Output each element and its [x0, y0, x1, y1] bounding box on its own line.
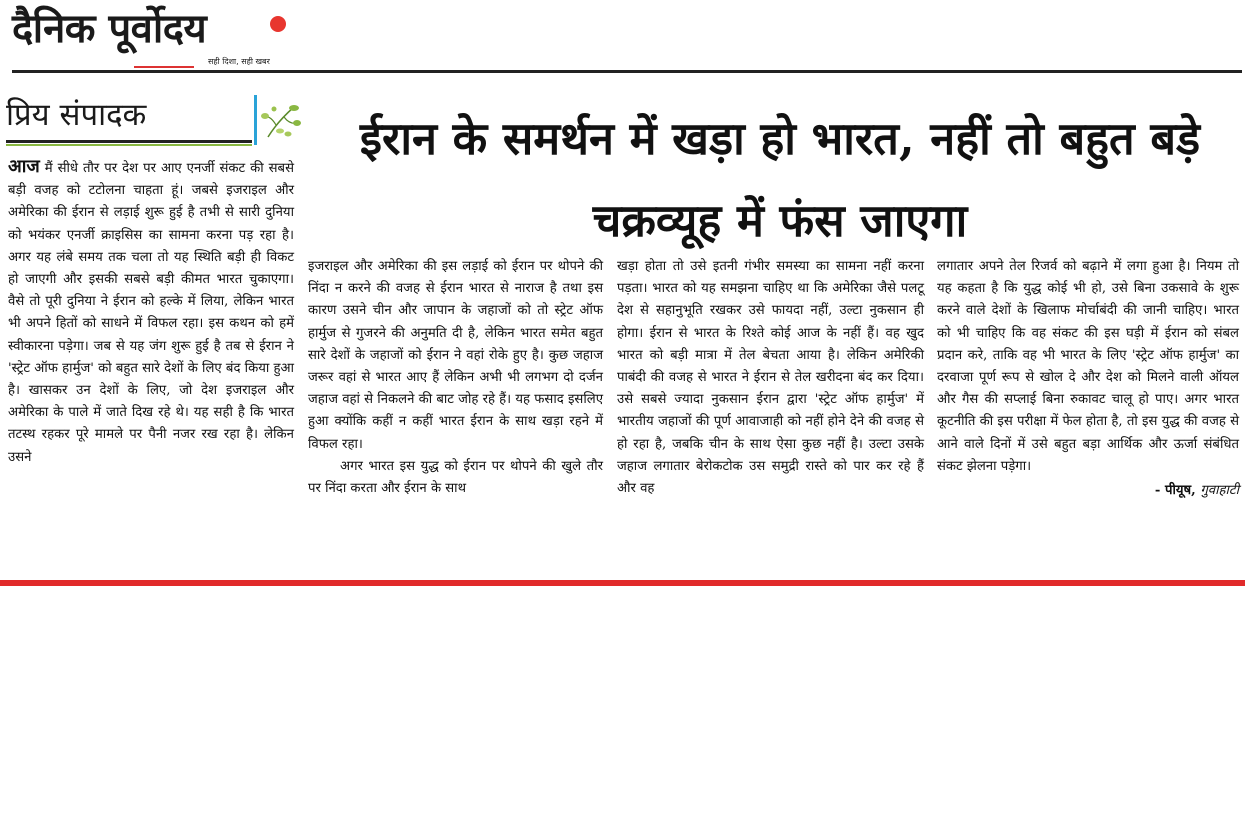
author-name: - पीयूष,	[1154, 483, 1196, 499]
masthead-rule	[12, 70, 1242, 73]
section-label: प्रिय संपादक	[6, 97, 147, 133]
dropcap-word: आज	[8, 156, 40, 177]
section-header	[6, 95, 306, 150]
article-headline: ईरान के समर्थन में खड़ा हो भारत, नहीं तो बहुत बड़े चक्रव्यूह में फंस जाएगा	[359, 112, 1201, 247]
article-column-3	[617, 256, 924, 826]
masthead	[12, 6, 288, 70]
logo-dot-icon	[270, 16, 286, 32]
leaf-sprig-icon	[260, 101, 302, 141]
article-column-4	[937, 256, 1239, 826]
paragraph: लगातार अपने तेल रिजर्व को बढ़ाने में लगा हुआ है। नियम तो यह कहता है कि युद्ध कोई भी हो, उसे बिना उकसावे के शुरू करने वाले देशों के खिलाफ मोर्चाबंदी की जानी चाहिए। भारत को भी चाहिए कि वह संकट की इस घड़ी में ईरान को संबल प्रदान करे, ताकि वह भी भारत के लिए 'स्ट्रेट ऑफ हार्मुज' का दरवाजा पूर्ण रूप से खोल दे और देश को मिलने वाली ऑयल और गैस की सप्लाई बिना रुकावट चालू हो पाए। अगर भारत कूटनीति की इस परीक्षा में फेल होता है, तो इस युद्ध की वजह से आने वाले दिनों में उसे बहुत बड़ा आर्थिक और ऊर्जा संबंधित संकट झेलना पड़ेगा।	[937, 259, 1239, 474]
section-divider	[254, 95, 257, 145]
author-signature	[937, 480, 1239, 502]
paragraph: अगर भारत इस युद्ध को ईरान पर थोपने की खुले तौर पर निंदा करता और ईरान के साथ	[308, 458, 603, 497]
newspaper-logo: दैनिक पूर्वोदय	[12, 5, 207, 52]
paragraph	[8, 156, 294, 469]
article-column-2	[308, 256, 603, 826]
page-bottom-rule	[0, 580, 1245, 586]
section-underline	[6, 140, 252, 143]
section-underline-accent	[6, 144, 252, 146]
author-place: गुवाहाटी	[1200, 483, 1239, 499]
masthead-accent-bar	[134, 66, 194, 68]
paragraph: इजराइल और अमेरिका की इस लड़ाई को ईरान पर थोपने की निंदा न करने की वजह से ईरान भारत से नाराज है तथा इस कारण उसने चीन और जापान के जहाजों को तो स्ट्रेट ऑफ हार्मुज से गुजरने की अनुमति दी है, लेकिन भारत समेत बहुत सारे देशों के जहाजों को ईरान ने वहां रोके हुए है। कुछ जहाज जरूर वहां से भारत आए हैं लेकिन अभी भी लगभग दो दर्जन जहाज वहां से निकलने की बाट जोह रहे हैं। यह फसाद इसलिए हुआ क्योंकि कहीं न कहीं भारत ईरान के साथ खड़ा रहने में विफल रहा।	[308, 259, 603, 452]
article-column-1	[8, 156, 294, 726]
paragraph: खड़ा होता तो उसे इतनी गंभीर समस्या का सामना नहीं करना पड़ता। भारत को यह समझना चाहिए था कि अमेरिका जैसे पलटू देश से सहानुभूति रखकर उसे फायदा नहीं, उल्टा नुकसान ही होगा। ईरान से भारत के रिश्ते कोई आज के नहीं हैं। वह खुद भारत को बड़ी मात्रा में तेल बेचता आया है। लेकिन अमेरिकी पाबंदी की वजह से भारत ने ईरान से तेल खरीदना बंद कर दिया। उसे सबसे ज्यादा नुकसान ईरान द्वारा 'स्ट्रेट ऑफ हार्मुज' में भारतीय जहाजों की पूर्ण आवाजाही को नहीं होने देने की वजह से हो रहा है, जबकि चीन के साथ ऐसा कुछ नहीं है। उल्टा उसके जहाज लगातार बेरोकटोक उस समुद्री रास्ते को पार कर रहे हैं और वह	[617, 259, 924, 497]
column-text: मैं सीधे तौर पर देश पर आए एनर्जी संकट की सबसे बड़ी वजह को टटोलना चाहता हूं। जबसे इजराइल और अमेरिका की ईरान से लड़ाई शुरू हुई है तभी से सारी दुनिया को भयंकर एनर्जी क्राइसिस का सामना करना पड़ रहा है। अगर यह लंबे समय तक चला तो यह स्थिति बड़ी ही विकट हो जाएगी और इसकी सबसे बड़ी कीमत भारत चुकाएगा। वैसे तो पूरी दुनिया ने ईरान को हल्के में लिया, लेकिन भारत भी अपने हितों को साधने में विफल रहा। इस कथन को हमें स्वीकारना पड़ेगा। जब से यह जंग शुरू हुई है तब से ईरान ने 'स्ट्रेट ऑफ हार्मुज' को बहुत सारे देशों के लिए बंद किया हुआ है। खासकर उन देशों के लिए, जो देश इजराइल और अमेरिका के पाले में जाते दिख रहे थे। यह सही है कि भारत तटस्थ रहकर पूरे मामले पर पैनी नजर रख रहा है। लेकिन उसने	[8, 161, 294, 465]
masthead-tagline: सही दिशा, सही खबर	[208, 57, 270, 66]
